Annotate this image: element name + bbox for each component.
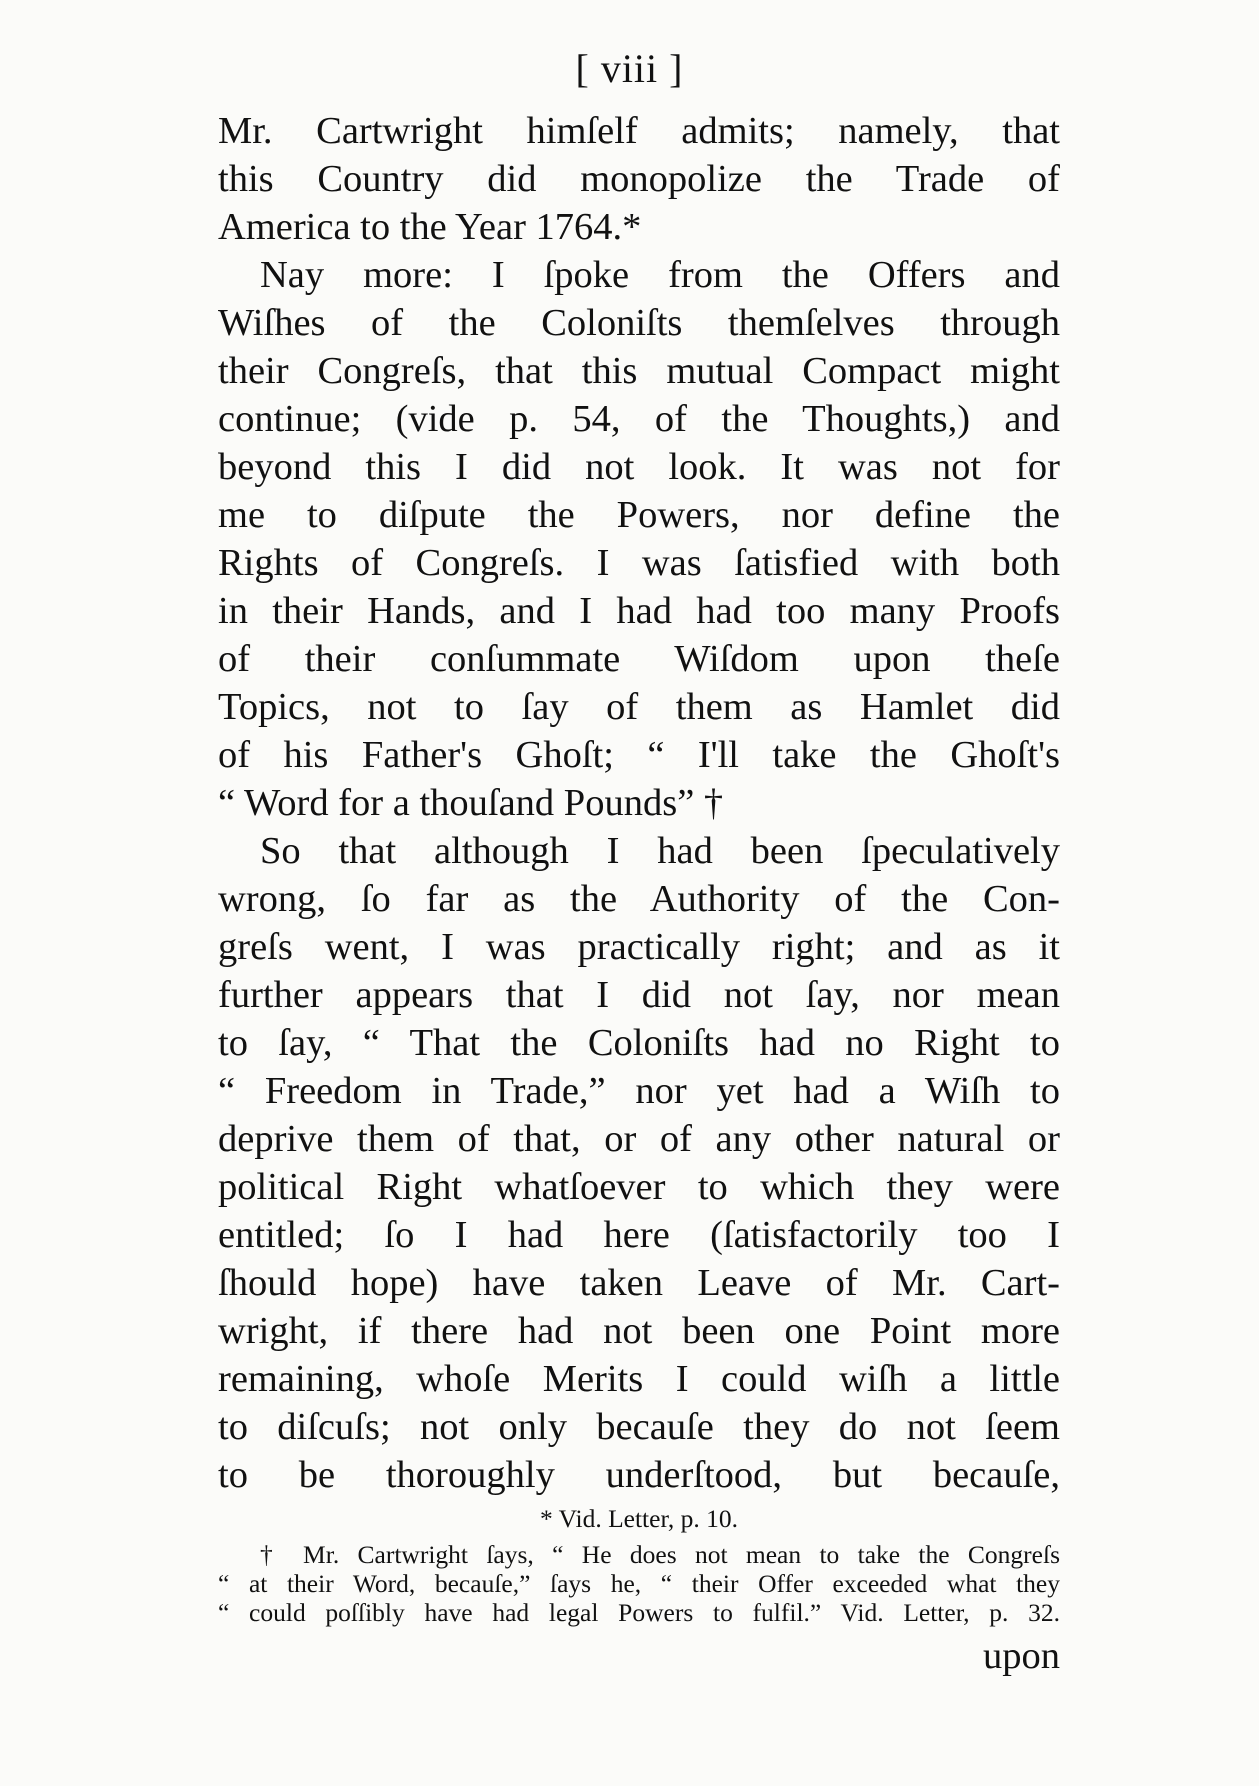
page-header: [ viii ] <box>575 46 684 91</box>
text-line: continue; (vide p. 54, of the Thoughts,) and <box>218 398 1060 440</box>
text-line: Mr. Cartwright himſelf admits; namely, that <box>218 110 1060 152</box>
catchword: upon <box>983 1635 1060 1677</box>
text-line: their Congreſs, that this mutual Compact might <box>218 350 1060 392</box>
text-line: me to diſpute the Powers, nor define the <box>218 494 1060 536</box>
text-line: wright, if there had not been one Point more <box>218 1310 1060 1352</box>
text-line: to diſcuſs; not only becauſe they do not ſeem <box>218 1406 1060 1448</box>
text-line: political Right whatſoever to which they were <box>218 1166 1060 1208</box>
text-line: greſs went, I was practically right; and as it <box>218 926 1060 968</box>
text-line: entitled; ſo I had here (ſatisfactorily too I <box>218 1214 1060 1256</box>
footnote-line: “ at their Word, becauſe,” ſays he, “ their Offer exceeded what they <box>218 1569 1060 1598</box>
text-line: ſhould hope) have taken Leave of Mr. Cart- <box>218 1262 1060 1304</box>
text-line: Topics, not to ſay of them as Hamlet did <box>218 686 1060 728</box>
text-line: of their conſummate Wiſdom upon theſe <box>218 638 1060 680</box>
text-line: of his Father's Ghoſt; “ I'll take the Ghoſt's <box>218 734 1060 776</box>
text-line: “ Word for a thouſand Pounds” † <box>218 782 724 824</box>
text-line: deprive them of that, or of any other natural or <box>218 1118 1060 1160</box>
text-line: “ Freedom in Trade,” nor yet had a Wiſh to <box>218 1070 1060 1112</box>
footnote-line: † Mr. Cartwright ſays, “ He does not mean to take the Congreſs <box>260 1540 1060 1569</box>
text-line: this Country did monopolize the Trade of <box>218 158 1060 200</box>
text-line: remaining, whoſe Merits I could wiſh a little <box>218 1358 1060 1400</box>
text-line: Wiſhes of the Coloniſts themſelves through <box>218 302 1060 344</box>
text-line: to be thoroughly underſtood, but becauſe, <box>218 1454 1060 1496</box>
text-line: America to the Year 1764.* <box>218 206 642 248</box>
text-line: Nay more: I ſpoke from the Offers and <box>260 254 1060 296</box>
footnotes <box>218 1504 1060 1627</box>
text-line: further appears that I did not ſay, nor mean <box>218 974 1060 1016</box>
text-line: to ſay, “ That the Coloniſts had no Right to <box>218 1022 1060 1064</box>
footnote-line: * Vid. Letter, p. 10. <box>539 1504 739 1533</box>
body-text <box>218 107 1060 1499</box>
text-line: So that although I had been ſpeculatively <box>260 830 1060 872</box>
text-line: beyond this I did not look. It was not for <box>218 446 1060 488</box>
text-line: Rights of Congreſs. I was ſatisfied with both <box>218 542 1060 584</box>
footnote-line: “ could poſſibly have had legal Powers to fulfil.” Vid. Letter, p. 32. <box>218 1598 1060 1627</box>
text-line: wrong, ſo far as the Authority of the Con- <box>218 878 1060 920</box>
text-line: in their Hands, and I had had too many Proofs <box>218 590 1060 632</box>
